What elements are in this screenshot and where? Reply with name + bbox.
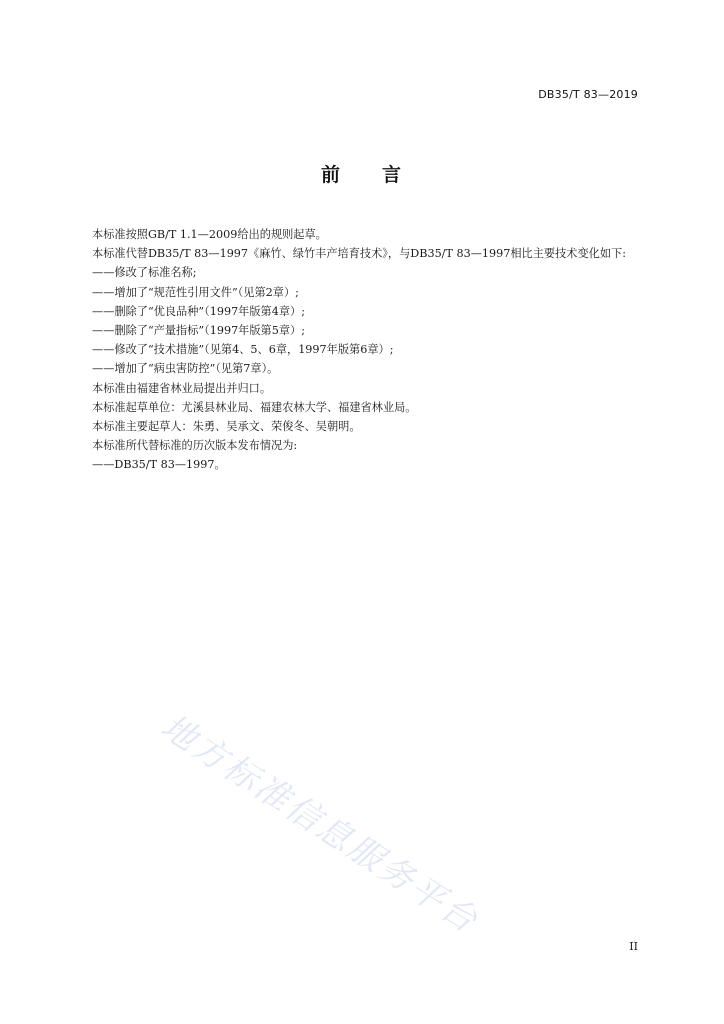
change-item: ——修改了标准名称; <box>92 266 197 280</box>
watermark: 地方标准信息服务平台 <box>153 706 486 942</box>
page-title <box>0 160 724 187</box>
change-item: ——删除了“优良品种”（1997年版第4章）; <box>92 304 306 318</box>
title-char-1: 前 <box>320 164 342 186</box>
title-char-2: 言 <box>382 164 404 186</box>
previous-version-item: ——DB35/T 83—1997。 <box>92 458 226 472</box>
paragraph-drafting-rules: 本标准按照GB/T 1.1—2009给出的规则起草。 <box>92 228 327 241</box>
change-item: ——增加了“病虫害防控”（见第7章）。 <box>92 362 279 376</box>
change-item: ——删除了“产量指标”（1997年版第5章）; <box>92 324 306 338</box>
change-item: ——增加了“规范性引用文件”（见第2章）; <box>92 285 299 299</box>
paragraph-proposer: 本标准由福建省林业局提出并归口。 <box>92 381 272 395</box>
paragraph-version-history: 本标准所代替标准的历次版本发布情况为: <box>92 439 298 453</box>
page-number: II <box>629 940 638 953</box>
standard-code: DB35/T 83—2019 <box>538 88 638 101</box>
paragraph-replacement: 本标准代替DB35/T 83—1997《麻竹、绿竹丰产培育技术》，与DB35/T 83—1997相比主要技术变化如下: <box>92 247 627 261</box>
change-item: ——修改了“技术措施”（见第4、5、6章，1997年版第6章）; <box>92 343 394 357</box>
paragraph-drafting-units: 本标准起草单位：尤溪县林业局、福建农林大学、福建省林业局。 <box>92 400 417 414</box>
foreword-body <box>69 225 641 475</box>
paragraph-drafters: 本标准主要起草人：朱勇、吴承文、荣俊冬、吴朝明。 <box>92 420 361 434</box>
